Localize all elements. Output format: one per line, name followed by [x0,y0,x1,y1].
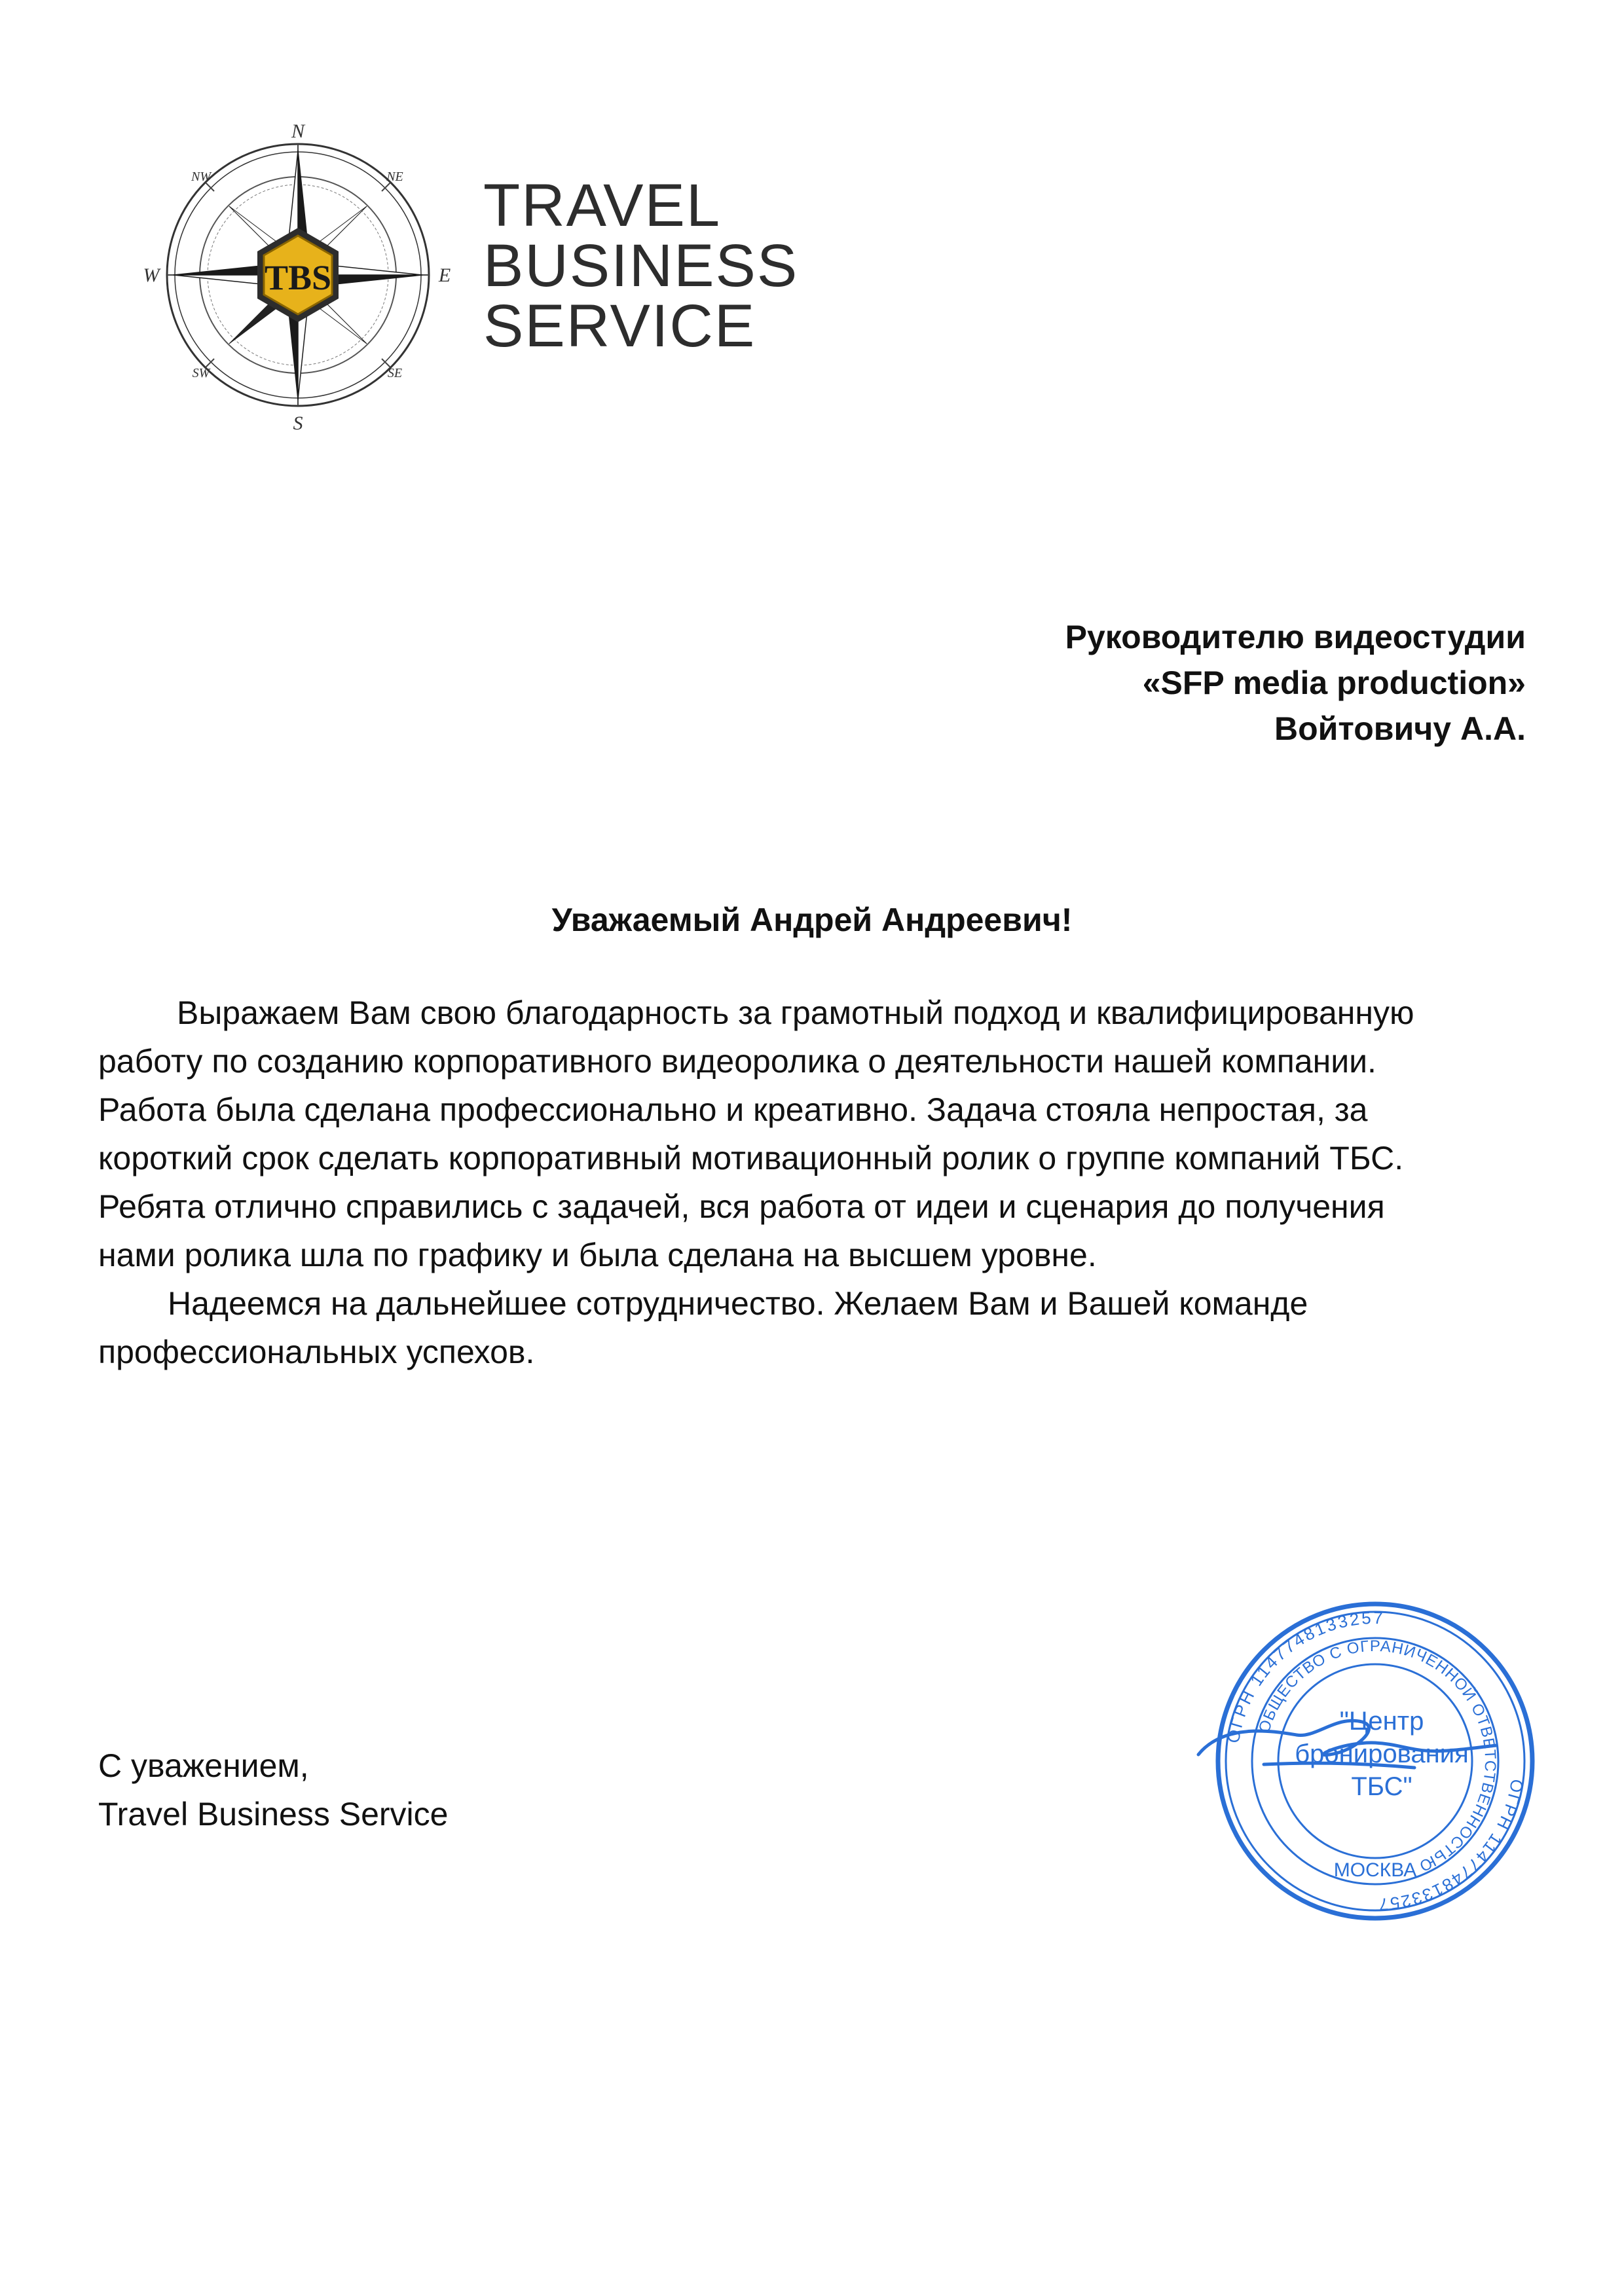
addressee-block [1065,614,1526,752]
brand-line-2: BUSINESS [483,232,799,299]
addressee-line-3: Войтовичу А.А. [1274,710,1526,747]
company-stamp [1185,1591,1552,1931]
compass-ne: NE [386,170,403,184]
body-line: Ребята отлично справились с задачей, вся работа от идеи и сценария до получения [98,1188,1385,1225]
stamp-center-line-1: "Центр [1339,1707,1424,1736]
addressee-line-1: Руководителю видеостудии [1065,619,1526,655]
brand-line-1: TRAVEL [483,172,722,239]
body-line: нами ролика шла по графику и была сделана на высшем уровне. [98,1237,1097,1273]
compass-sw: SW [192,366,210,380]
stamp-ogrn-text: ОГРН 1147748133257 [1223,1607,1386,1745]
body-line: Надеемся на дальнейшее сотрудничество. Желаем Вам и Вашей команде [168,1285,1308,1322]
stamp-center-line-2: бронирования [1295,1740,1469,1768]
brand-wordmark [483,172,850,359]
body-line: Выражаем Вам свою благодарность за грамотный подход и квалифицированную [177,994,1414,1031]
brand-line-3: SERVICE [483,293,756,359]
tbs-compass-logo [141,118,455,432]
compass-s: S [293,412,303,432]
stamp-seal-icon [1198,1604,1532,1918]
greeting: Уважаемый Андрей Андреевич! [551,902,1073,938]
closing-regards: С уважением, [98,1747,309,1784]
addressee-line-2: «SFP media production» [1142,665,1526,701]
body-line: работу по созданию корпоративного видеоролика о деятельности нашей компании. [98,1043,1376,1080]
closing-block [98,1741,448,1838]
compass-w: W [143,264,160,286]
body-line: короткий срок сделать корпоративный мотивационный ролик о группе компаний ТБС. [98,1140,1404,1176]
stamp-ring-text: ОБЩЕСТВО С ОГРАНИЧЕННОЙ ОТВЕТСТВЕННОСТЬЮ [1255,1637,1500,1876]
compass-rose-icon [143,120,451,432]
logo-center-text: TBS [264,258,332,297]
compass-n: N [291,120,305,142]
stamp-center-line-3: ТБС" [1351,1772,1412,1801]
compass-nw: NW [191,170,211,184]
letter-body [98,989,1532,1376]
stamp-ogrn-text-2: ОГРН 1147748133257 [1377,1777,1528,1915]
compass-e: E [438,264,451,286]
compass-se: SE [387,366,403,380]
stamp-city: МОСКВА [1333,1859,1417,1881]
body-line: профессиональных успехов. [98,1334,535,1370]
body-line: Работа была сделана профессионально и креативно. Задача стояла непростая, за [98,1091,1368,1128]
closing-company: Travel Business Service [98,1796,449,1832]
